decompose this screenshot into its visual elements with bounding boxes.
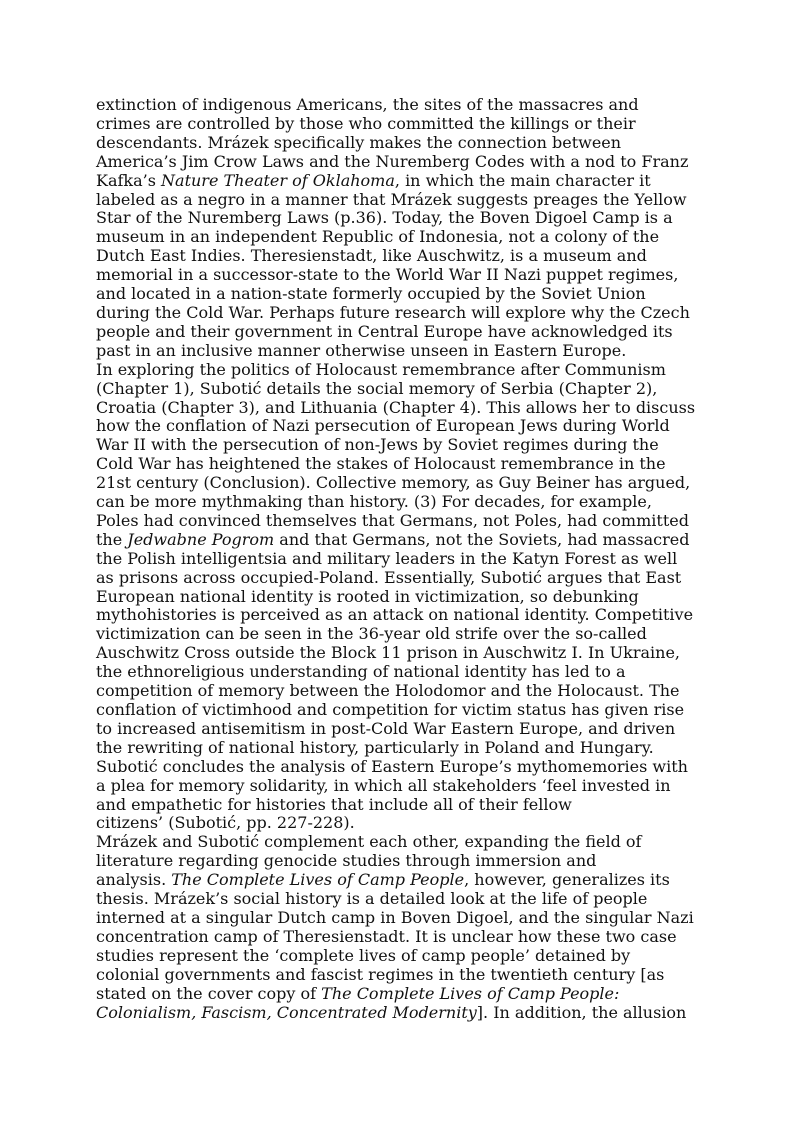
italic-title: Nature Theater of Oklahoma [161,170,395,190]
text-line [96,209,708,228]
text-run: crimes are controlled by those who committed the killings or their [96,113,636,133]
text-line [96,474,708,493]
text-line [96,588,708,607]
text-line [96,625,708,644]
text-line [96,531,708,550]
text-line [96,569,708,588]
text-run: labeled as a negro in a manner that Mrázek suggests preages the Yellow [96,189,687,209]
text-run: can be more mythmaking than history. (3) For decades, for example, [96,492,652,512]
text-run: Croatia (Chapter 3), and Lithuania (Chapter 4). This allows her to discuss [96,397,696,417]
text-line [96,928,708,947]
text-run: European national identity is rooted in victimization, so debunking [96,586,639,606]
text-line [96,852,708,871]
text-run: the ethnoreligious understanding of national identity has led to a [96,662,626,682]
text-line [96,1004,708,1023]
text-run: analysis. [96,870,172,890]
italic-title: Colonialism, Fascism, Concentrated Modernity [96,1002,477,1022]
text-run: and that Germans, not the Soviets, had massacred [274,529,690,549]
text-line [96,153,708,172]
text-line [96,720,708,739]
text-line [96,682,708,701]
text-line [96,871,708,890]
text-run: In exploring the politics of Holocaust remembrance after Communism [96,359,666,379]
text-run: thesis. Mrázek’s social history is a detailed look at the life of people [96,889,648,909]
text-line [96,399,708,418]
text-line [96,985,708,1004]
text-run: as prisons across occupied-Poland. Essentially, Subotić argues that East [96,567,682,587]
text-run: extinction of indigenous Americans, the sites of the massacres and [96,95,639,114]
text-run: during the Cold War. Perhaps future research will explore why the Czech [96,302,690,322]
text-line [96,493,708,512]
text-run: people and their government in Central Europe have acknowledged its [96,321,673,341]
text-line [96,644,708,663]
text-run: Subotić concludes the analysis of Eastern Europe’s mythomemories with [96,756,688,776]
text-run: mythohistories is perceived as an attack on national identity. Competitive [96,605,694,625]
text-run: Poles had convinced themselves that Germans, not Poles, had committed [96,510,689,530]
text-run: past in an inclusive manner otherwise unseen in Eastern Europe. [96,340,627,360]
text-run: colonial governments and fascist regimes in the twentieth century [as [96,964,665,984]
text-line [96,342,708,361]
text-line [96,172,708,191]
text-line [96,814,708,833]
text-run: interned at a singular Dutch camp in Boven Digoel, and the singular Nazi [96,907,694,927]
text-line [96,947,708,966]
text-line [96,909,708,928]
text-line [96,512,708,531]
text-line [96,115,708,134]
text-run: Kafka’s [96,170,162,190]
text-run: memorial in a successor-state to the World War II Nazi puppet regimes, [96,265,679,285]
text-run: conflation of victimhood and competition for victim status has given rise [96,700,685,719]
text-run: the [96,529,128,549]
text-line [96,663,708,682]
italic-title: The Complete Lives of Camp People: [321,983,620,1003]
text-line [96,417,708,436]
text-line [96,436,708,455]
text-line [96,191,708,210]
text-run: the rewriting of national history, particularly in Poland and Hungary. [96,737,654,757]
text-line [96,266,708,285]
text-line [96,134,708,153]
body-text [96,96,708,1022]
text-line [96,890,708,909]
text-line [96,833,708,852]
text-line [96,606,708,625]
text-line [96,796,708,815]
text-run: competition of memory between the Holodomor and the Holocaust. The [96,681,680,701]
text-run: to increased antisemitism in post-Cold War Eastern Europe, and driven [96,718,676,738]
text-run: ]. In addition, the allusion [476,1002,687,1022]
text-run: America’s Jim Crow Laws and the Nuremberg Codes with a nod to Franz [96,151,689,171]
text-run: how the conflation of Nazi persecution of European Jews during World [96,416,670,436]
text-run: museum in an independent Republic of Indonesia, not a colony of the [96,227,660,247]
text-line [96,701,708,720]
text-line [96,96,708,115]
text-run: Star of the Nuremberg Laws (p.36). Today, the Boven Digoel Camp is a [96,208,673,228]
text-run: War II with the persecution of non-Jews by Soviet regimes during the [96,435,659,455]
text-run: 21st century (Conclusion). Collective memory, as Guy Beiner has argued, [96,473,691,493]
text-line [96,966,708,985]
text-run: (Chapter 1), Subotić details the social memory of Serbia (Chapter 2), [96,378,658,398]
text-line [96,285,708,304]
text-line [96,228,708,247]
document-page [96,96,708,1022]
text-line [96,739,708,758]
text-run: Cold War has heightened the stakes of Holocaust remembrance in the [96,454,666,474]
text-run: and located in a nation-state formerly occupied by the Soviet Union [96,284,646,304]
text-line [96,455,708,474]
text-run: , in which the main character it [394,170,651,190]
text-run: descendants. Mrázek specifically makes the connection between [96,132,622,152]
text-line [96,550,708,569]
text-run: victimization can be seen in the 36-year old strife over the so-called [96,624,647,644]
text-line [96,304,708,323]
text-run: concentration camp of Theresienstadt. It is unclear how these two case [96,926,677,946]
text-run: , however, generalizes its [464,870,670,890]
text-run: the Polish intelligentsia and military leaders in the Katyn Forest as well [96,548,678,568]
italic-title: The Complete Lives of Camp People [171,870,465,890]
italic-title: Jedwabne Pogrom [127,529,275,549]
text-run: Mrázek and Subotić complement each other, expanding the field of [96,832,642,852]
text-run: literature regarding genocide studies through immersion and [96,851,597,871]
text-run: Dutch East Indies. Theresienstadt, like Auschwitz, is a museum and [96,246,647,266]
text-line [96,758,708,777]
text-run: studies represent the ‘complete lives of camp people’ detained by [96,945,631,965]
text-run: citizens’ (Subotić, pp. 227-228). [96,813,355,833]
text-run: Auschwitz Cross outside the Block 11 prison in Auschwitz I. In Ukraine, [96,643,680,663]
text-run: stated on the cover copy of [96,983,322,1003]
text-line [96,323,708,342]
text-run: a plea for memory solidarity, in which all stakeholders ‘feel invested in [96,775,671,795]
text-line [96,777,708,796]
text-line [96,380,708,399]
text-line [96,247,708,266]
text-line [96,361,708,380]
text-run: and empathetic for histories that include all of their fellow [96,794,572,814]
